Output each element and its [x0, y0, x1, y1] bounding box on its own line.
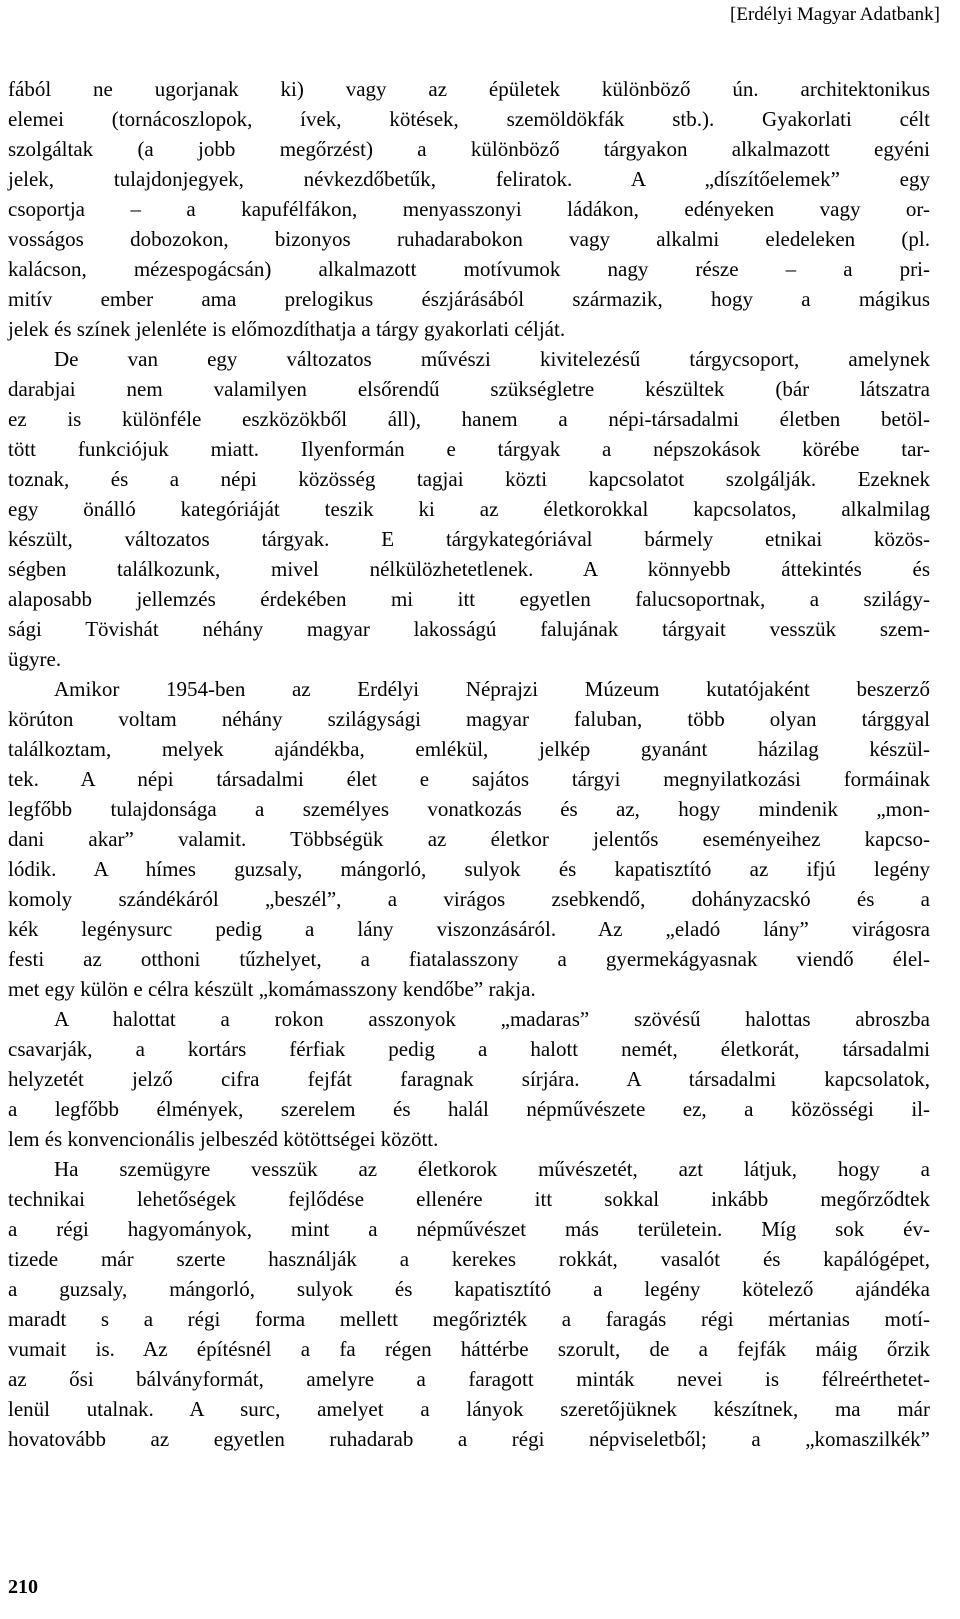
text-line: festi az otthoni tűzhelyet, a fiatalasszony a gyermekágyasnak viendő élel-: [8, 947, 930, 971]
text-line: technikai lehetőségek fejlődése ellenére itt sokkal inkább megőrződtek: [8, 1187, 930, 1211]
paragraph-first-line: A halottat a rokon asszonyok „madaras” szövésű halottas abroszba: [54, 1007, 930, 1031]
text-line: szolgáltak (a jobb megőrzést) a különböző tárgyakon alkalmazott egyéni: [8, 137, 930, 161]
text-line: készült, változatos tárgyak. E tárgykategóriával bármely etnikai közös-: [8, 527, 930, 551]
text-line: darabjai nem valamilyen elsőrendű szükségletre készültek (bár látszatra: [8, 377, 930, 401]
paragraph-first-line: Amikor 1954-ben az Erdélyi Néprajzi Múzeum kutatójaként beszerző: [54, 677, 930, 701]
text-line: mitív ember ama prelogikus észjárásából származik, hogy a mágikus: [8, 287, 930, 311]
text-line: met egy külön e célra készült „komámasszony kendőbe” rakja.: [8, 977, 536, 1001]
text-line: jelek és színek jelenléte is előmozdíthatja a tárgy gyakorlati célját.: [8, 317, 566, 341]
site-title: [Erdélyi Magyar Adatbank]: [730, 4, 940, 25]
text-line: hovatovább az egyetlen ruhadarab a régi népviseletből; a „komaszilkék”: [8, 1427, 930, 1451]
text-line: vosságos dobozokon, bizonyos ruhadarabokon vagy alkalmi eledeleken (pl.: [8, 227, 930, 251]
text-line: maradt s a régi forma mellett megőrizték a faragás régi mértanias motí-: [8, 1307, 930, 1331]
text-line: tött funkciójuk miatt. Ilyenformán e tárgyak a népszokások körébe tar-: [8, 437, 930, 461]
text-line: dani akar” valamit. Többségük az életkor jelentős eseményeihez kapcso-: [8, 827, 930, 851]
text-line: lem és konvencionális jelbeszéd kötöttségei között.: [8, 1127, 439, 1151]
text-line: sági Tövishát néhány magyar lakosságú falujának tárgyait vesszük szem-: [8, 617, 930, 641]
text-line: az ősi bálványformát, amelyre a faragott minták nevei is félreérthetet-: [8, 1367, 930, 1391]
text-line: vumait is. Az építésnél a fa régen háttérbe szorult, de a fejfák máig őrzik: [8, 1337, 930, 1361]
text-line: találkoztam, melyek ajándékba, emlékül, jelkép gyanánt házilag készül-: [8, 737, 930, 761]
text-line: körúton voltam néhány szilágysági magyar faluban, több olyan tárggyal: [8, 707, 930, 731]
document-body: [8, 74, 930, 1454]
text-line: komoly szándékáról „beszél”, a virágos zsebkendő, dohányzacskó és a: [8, 887, 930, 911]
paragraph-first-line: De van egy változatos művészi kivitelezésű tárgycsoport, amelynek: [54, 347, 930, 371]
text-line: fából ne ugorjanak ki) vagy az épületek különböző ún. architektonikus: [8, 77, 930, 101]
text-line: a guzsaly, mángorló, sulyok és kapatisztító a legény kötelező ajándéka: [8, 1277, 930, 1301]
paragraph-first-line: Ha szemügyre vesszük az életkorok művészetét, azt látjuk, hogy a: [54, 1157, 930, 1181]
text-line: lódik. A hímes guzsaly, mángorló, sulyok és kapatisztító az ifjú legény: [8, 857, 930, 881]
text-line: ségben találkozunk, mivel nélkülözhetetlenek. A könnyebb áttekintés és: [8, 557, 930, 581]
text-line: elemei (tornácoszlopok, ívek, kötések, szemöldökfák stb.). Gyakorlati célt: [8, 107, 930, 131]
text-line: tek. A népi társadalmi élet e sajátos tárgyi megnyilatkozási formáinak: [8, 767, 930, 791]
page-number: 210: [8, 1576, 38, 1598]
text-line: helyzetét jelző cifra fejfát faragnak sírjára. A társadalmi kapcsolatok,: [8, 1067, 930, 1091]
text-line: egy önálló kategóriáját teszik ki az életkorokkal kapcsolatos, alkalmilag: [8, 497, 930, 521]
text-line: alaposabb jellemzés érdekében mi itt egyetlen falucsoportnak, a szilágy-: [8, 587, 930, 611]
text-line: jelek, tulajdonjegyek, névkezdőbetűk, feliratok. A „díszítőelemek” egy: [8, 167, 930, 191]
text-line: a régi hagyományok, mint a népművészet más területein. Míg sok év-: [8, 1217, 930, 1241]
text-line: kalácson, mézespogácsán) alkalmazott motívumok nagy része – a pri-: [8, 257, 930, 281]
text-line: ez is különféle eszközökből áll), hanem a népi-társadalmi életben betöl-: [8, 407, 930, 431]
text-line: a legfőbb élmények, szerelem és halál népművészete ez, a közösségi il-: [8, 1097, 930, 1121]
text-line: lenül utalnak. A surc, amelyet a lányok szeretőjüknek készítnek, ma már: [8, 1397, 930, 1421]
text-line: toznak, és a népi közösség tagjai közti kapcsolatot szolgálják. Ezeknek: [8, 467, 930, 491]
text-line: ügyre.: [8, 647, 62, 671]
text-line: tizede már szerte használják a kerekes rokkát, vasalót és kapálógépet,: [8, 1247, 930, 1271]
text-line: legfőbb tulajdonsága a személyes vonatkozás és az, hogy mindenik „mon-: [8, 797, 930, 821]
text-line: kék legénysurc pedig a lány viszonzásáról. Az „eladó lány” virágosra: [8, 917, 930, 941]
text-line: csoportja – a kapufélfákon, menyasszonyi ládákon, edényeken vagy or-: [8, 197, 930, 221]
text-line: csavarják, a kortárs férfiak pedig a halott nemét, életkorát, társadalmi: [8, 1037, 930, 1061]
